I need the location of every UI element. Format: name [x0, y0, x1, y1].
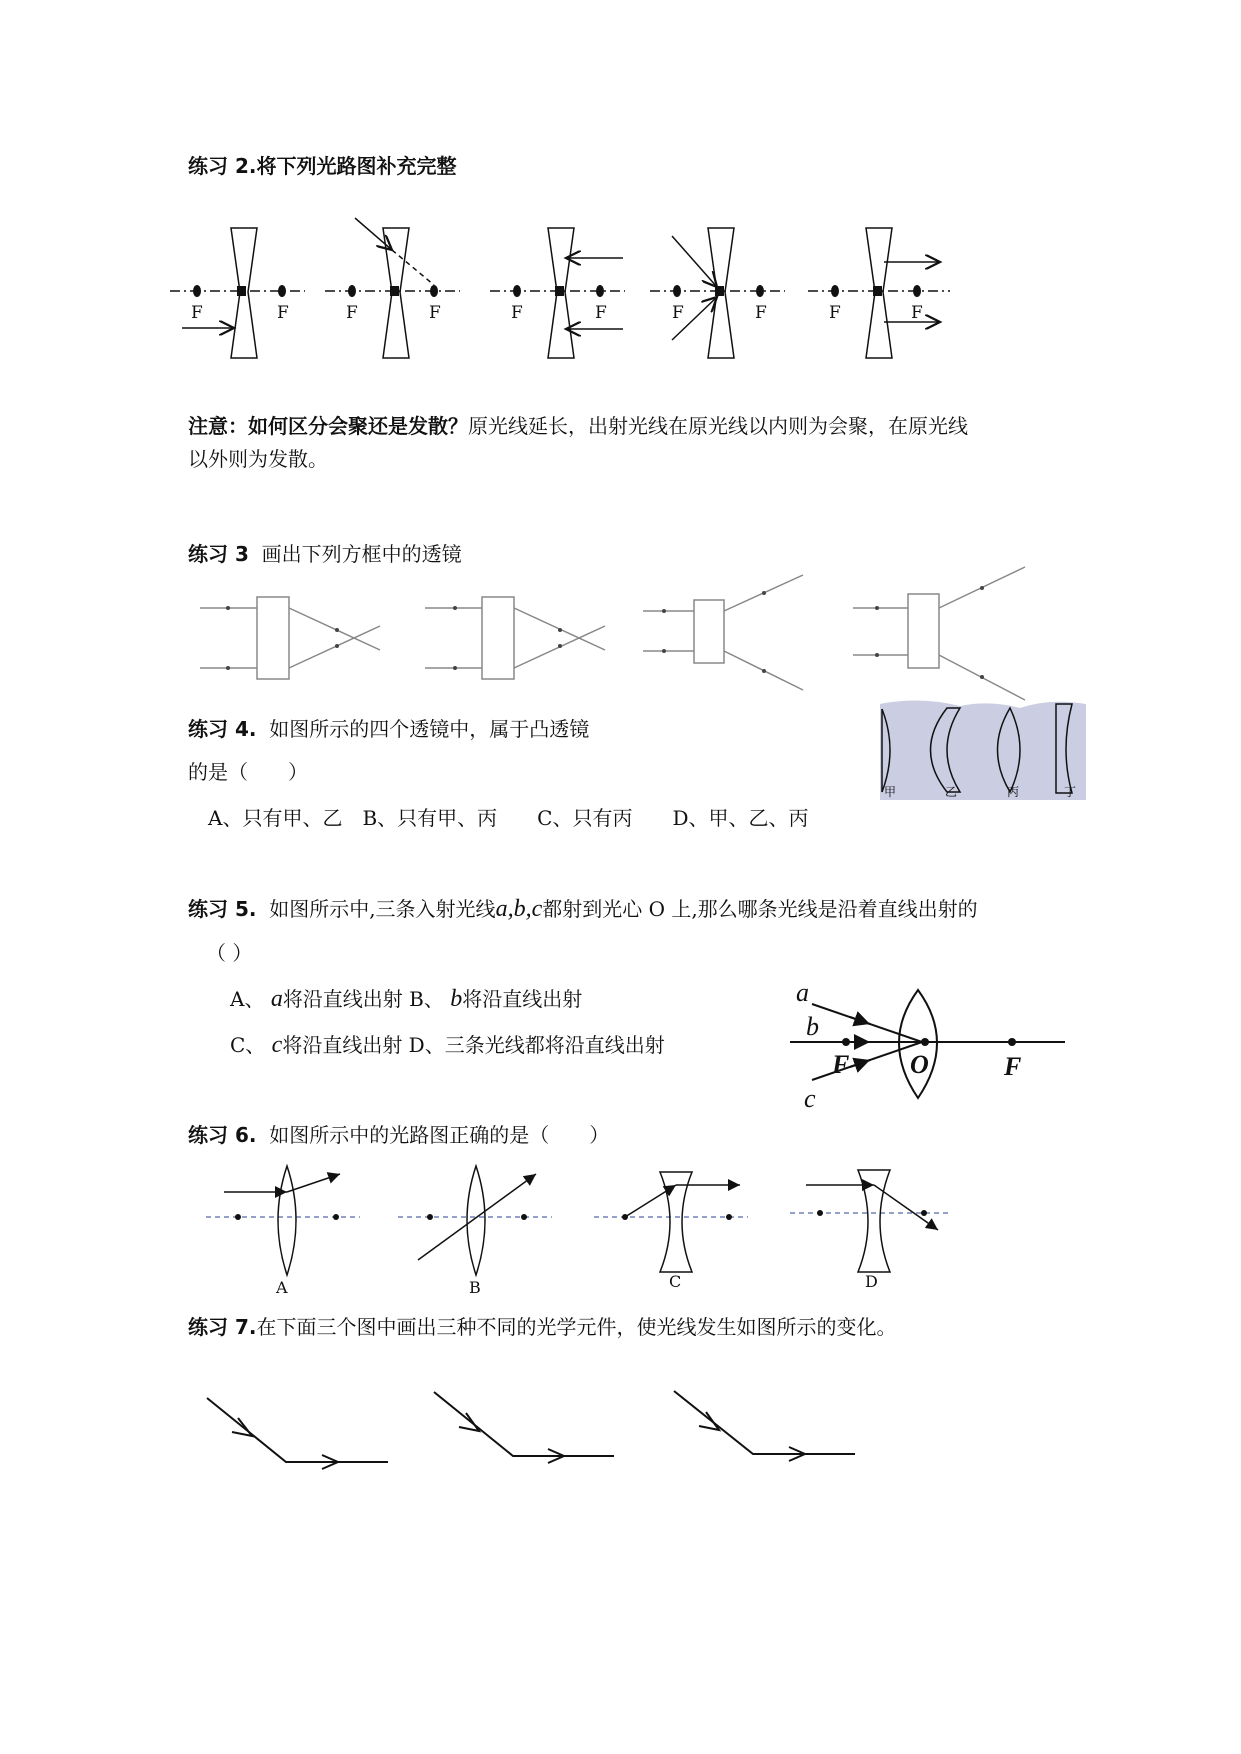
ex5-fig-label-c: c [804, 1084, 816, 1113]
ex6-fig-A [206, 1166, 360, 1275]
ex5-text-a: 如图所示中,三条入射光线 [269, 897, 496, 921]
note-line-2: 以外则为发散。 [188, 447, 328, 471]
ex2-fig-4 [650, 228, 785, 358]
ex5-fig-label-b: b [806, 1012, 819, 1041]
ex7-fig-2 [434, 1392, 614, 1463]
ex5-opt-a-var: a [270, 986, 283, 1012]
ex2-f-label: F [191, 303, 203, 323]
ex5-fig-label-o: O [910, 1050, 929, 1079]
ex6-fig-label: B [469, 1278, 481, 1297]
ex7-fig-1 [207, 1398, 388, 1469]
ex7-label: 练习 7. [188, 1315, 257, 1339]
ex2-fig-1 [170, 228, 305, 358]
ex6-label: 练习 6. [188, 1123, 257, 1147]
ex5-opt-a-label: A、 [230, 987, 265, 1011]
ex7-fig-3 [674, 1391, 855, 1461]
ex2-f-label: F [511, 303, 523, 323]
ex5-label: 练习 5. [188, 897, 257, 921]
ex3-fig-4 [853, 567, 1025, 700]
ex5-opt-c-var: c [271, 1032, 283, 1058]
ex2-fig-5 [808, 228, 950, 358]
ex5-title [188, 896, 978, 922]
ex6-text: 如图所示中的光路图正确的是（ ） [269, 1123, 610, 1147]
ex5-opt-a-text: 将沿直线出射 B、 [282, 987, 444, 1011]
ex5-text-b: 都射到光心 O 上,那么哪条光线是沿着直线出射的 [542, 897, 978, 921]
ex4-text: 如图所示的四个透镜中，属于凸透镜 [269, 717, 590, 741]
ex2-f-label: F [829, 303, 841, 323]
ex5-options-ab [230, 986, 582, 1012]
ex5-paren: （ ） [206, 941, 253, 965]
ex3-fig-3 [643, 575, 803, 690]
ex7-title [188, 1314, 896, 1340]
ex5-fig-label-f2: F [1004, 1052, 1022, 1081]
ex5-options-cd [230, 1032, 665, 1058]
ex6-fig-B [398, 1166, 552, 1275]
ex4-lens-label: 乙 [945, 785, 958, 799]
ex5-vars: a,b,c [495, 896, 543, 922]
note-rest: 原光线延长，出射光线在原光线以内则为会聚，在原光线 [468, 414, 968, 438]
ex3-fig-1 [200, 597, 380, 679]
ex3-text: 画出下列方框中的透镜 [261, 542, 462, 566]
ex6-fig-label: C [669, 1272, 682, 1291]
ex2-f-label: F [911, 303, 923, 323]
ex6-fig-C [594, 1172, 748, 1272]
ex2-f-label: F [755, 303, 767, 323]
ex4-line2: 的是（ ） [188, 760, 308, 784]
ex3-title [188, 541, 462, 567]
ex2-fig-3 [490, 228, 625, 358]
ex6-title [188, 1122, 609, 1148]
ex4-lens-label: 甲 [884, 785, 897, 799]
ex4-title [188, 716, 589, 742]
ex5-opt-c-label: C、 [230, 1033, 266, 1057]
ex4-label: 练习 4. [188, 717, 257, 741]
ex3-fig-2 [425, 597, 605, 679]
note-bold: 注意：如何区分会聚还是发散？ [188, 414, 468, 438]
ex4-lens-label: 丙 [1007, 785, 1020, 799]
ex6-fig-D [790, 1170, 948, 1272]
ex3-label: 练习 3 [188, 542, 249, 566]
ex2-f-label: F [595, 303, 607, 323]
ex2-fig-2 [325, 218, 460, 358]
ex2-title: 练习 2.将下列光路图补充完整 [188, 154, 457, 178]
ex5-opt-b-text: 将沿直线出射 [462, 987, 583, 1011]
ex5-opt-b-var: b [450, 986, 463, 1012]
ex7-text: 在下面三个图中画出三种不同的光学元件，使光线发生如图所示的变化。 [256, 1315, 897, 1339]
ex4-lens-picture [880, 700, 1086, 800]
ex2-f-label: F [672, 303, 684, 323]
ex2-f-label: F [346, 303, 358, 323]
ex2-f-label: F [429, 303, 441, 323]
ex2-f-label: F [277, 303, 289, 323]
ex6-fig-label: A [276, 1278, 288, 1297]
ex4-lens-label: 丁 [1064, 785, 1077, 799]
ex5-figure [790, 990, 1065, 1098]
ex5-fig-label-f1: F [832, 1050, 850, 1079]
ex5-opt-c-text: 将沿直线出射 D、三条光线都将沿直线出射 [282, 1033, 665, 1057]
ex6-fig-label: D [865, 1272, 878, 1291]
ex4-options: A、只有甲、乙 B、只有甲、丙 C、只有丙 D、甲、乙、丙 [208, 806, 809, 830]
ex5-fig-label-a: a [796, 978, 809, 1007]
note-line-1 [188, 413, 968, 439]
